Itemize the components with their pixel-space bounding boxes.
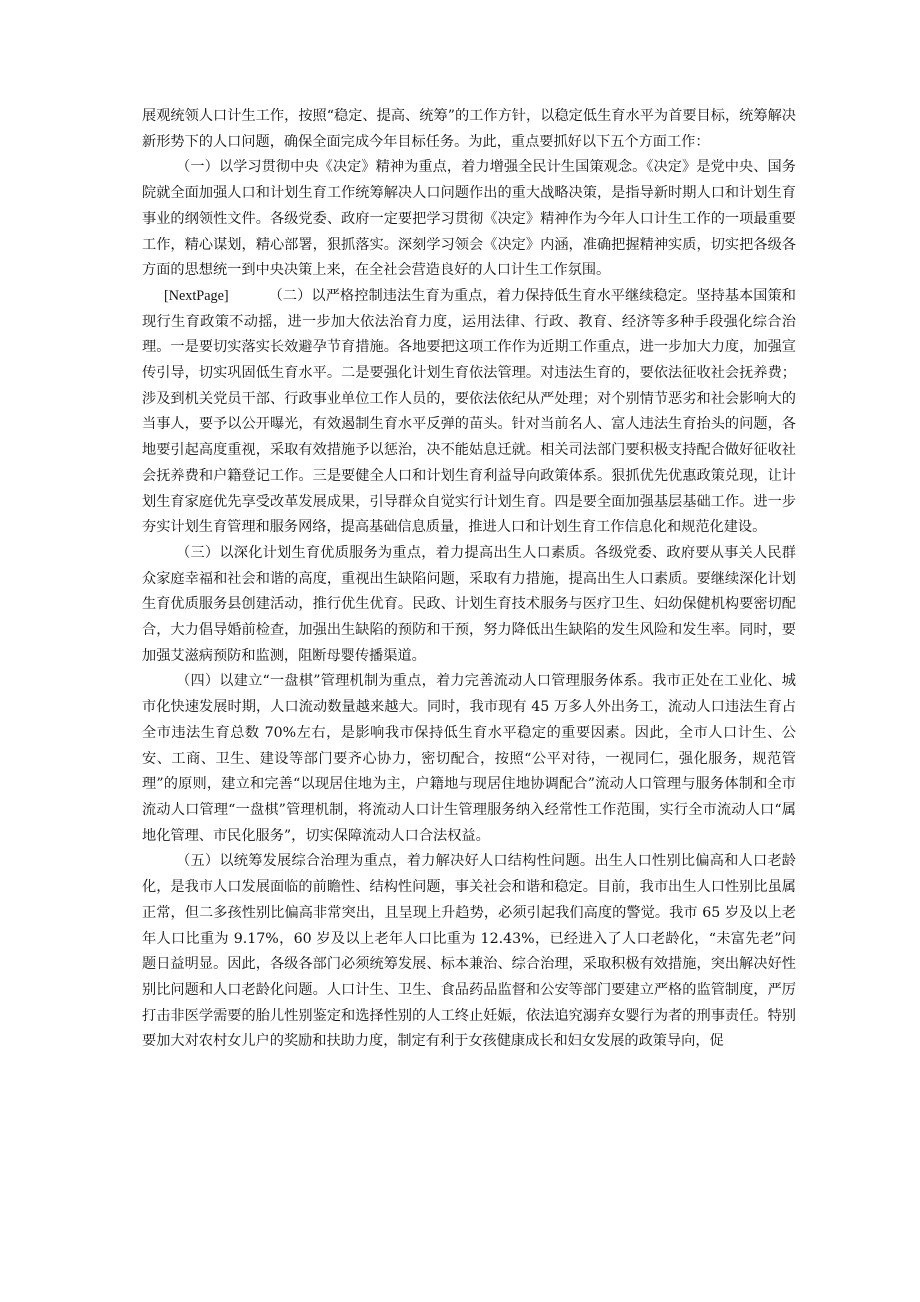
next-page-marker: [NextPage] bbox=[164, 287, 229, 304]
paragraph-section-5: （五）以统筹发展综合治理为重点，着力解决好人口结构性问题。出生人口性别比偏高和人口老龄化，是我市人口发展面临的前瞻性、结构性问题，事关社会和谐和稳定。目前，我市出生人口性别比虽属正常，但二多孩性别比偏高非常突出，且呈现上升趋势，必须引起我们高度的警觉。我市 65 岁及以上老年人口比重为 9.17%，60 岁及以上老年人口比重为 12.43%，已经进入了人口老龄化，“未富先老”问题日益明显。因此，各级各部门必须统筹发展、标本兼治、综合治理，采取积极有效措施，突出解决好性别比问题和人口老龄化问题。人口计生、卫生、食品药品监督和公安等部门要建立严格的监管制度，严厉打击非医学需要的胎儿性别鉴定和选择性别的人工终止妊娠，依法追究溺弃女婴行为者的刑事责任。特别要加大对农村女儿户的奖励和扶助力度，制定有利于女孩健康成长和妇女发展的政策导向，促 bbox=[142, 853, 796, 1050]
paragraph-section-4: （四）以建立“一盘棋”管理机制为重点，着力完善流动人口管理服务体系。我市正处在工业化、城市化快速发展时期，人口流动数量越来越大。同时，我市现有 45 万多人外出务工，流动人口违法生育占全市违法生育总数 70%左右，是影响我市保持低生育水平稳定的重要因素。因此，全市人口计生、公安、工商、卫生、建设等部门要齐心协力，密切配合，按照“公平对待，一视同仁，强化服务，规范管理”的原则，建立和完善“以现居住地为主，户籍地与现居住地协调配合”流动人口管理与服务体制和全市流动人口管理“一盘棋”管理机制，将流动人口计生管理服务纳入经常性工作范围，实行全市流动人口“属地化管理、市民化服务”，切实保障流动人口合法权益。 bbox=[142, 673, 796, 844]
paragraph-intro: 展观统领人口计生工作，按照“稳定、提高、统筹”的工作方针，以稳定低生育水平为首要目标，统筹解决新形势下的人口问题，确保全面完成今年目标任务。为此，重点要抓好以下五个方面工作： bbox=[142, 108, 796, 150]
paragraph-section-1: （一）以学习贯彻中央《决定》精神为重点，着力增强全民计生国策观念。《决定》是党中央、国务院就全面加强人口和计划生育工作统筹解决人口问题作出的重大战略决策，是指导新时期人口和计划生育事业的纲领性文件。各级党委、政府一定要把学习贯彻《决定》精神作为今年人口计生工作的一项最重要工作，精心谋划，精心部署，狠抓落实。深刻学习领会《决定》内涵，准确把握精神实质，切实把各级各方面的思想统一到中央决策上来，在全社会营造良好的人口计生工作氛围。 bbox=[142, 159, 796, 279]
paragraph-section-2 bbox=[142, 284, 796, 541]
paragraph-section-3: （三）以深化计划生育优质服务为重点，着力提高出生人口素质。各级党委、政府要从事关人民群众家庭幸福和社会和谐的高度，重视出生缺陷问题，采取有力措施，提高出生人口素质。要继续深化计划生育优质服务县创建活动，推行优生优育。民政、计划生育技术服务与医疗卫生、妇幼保健机构要密切配合，大力倡导婚前检查，加强出生缺陷的预防和干预，努力降低出生缺陷的发生风险和发生率。同时，要加强艾滋病预防和监测，阻断母婴传播渠道。 bbox=[142, 544, 796, 664]
document-body bbox=[142, 104, 796, 1055]
paragraph-section-2-text: （二）以严格控制违法生育为重点，着力保持低生育水平继续稳定。坚持基本国策和现行生育政策不动摇，进一步加大依法治育力度，运用法律、行政、教育、经济等多种手段强化综合治理。一是要切实落实长效避孕节育措施。各地要把这项工作作为近期工作重点，进一步加大力度，加强宣传引导，切实巩固低生育水平。二是要强化计划生育依法管理。对违法生育的，要依法征收社会抚养费；涉及到机关党员干部、行政事业单位工作人员的，要依法依纪从严处理；对个别情节恶劣和社会影响大的当事人，要予以公开曝光，有效遏制生育水平反弹的苗头。针对当前名人、富人违法生育抬头的问题，各地要引起高度重视，采取有效措施予以惩治，决不能姑息迁就。相关司法部门要积极支持配合做好征收社会抚养费和户籍登记工作。三是要健全人口和计划生育利益导向政策体系。狠抓优先优惠政策兑现，让计划生育家庭优先享受改革发展成果，引导群众自觉实行计划生育。四是要全面加强基层基础工作。进一步夯实计划生育管理和服务网络，提高基础信息质量，推进人口和计划生育工作信息化和规范化建设。 bbox=[142, 287, 796, 536]
